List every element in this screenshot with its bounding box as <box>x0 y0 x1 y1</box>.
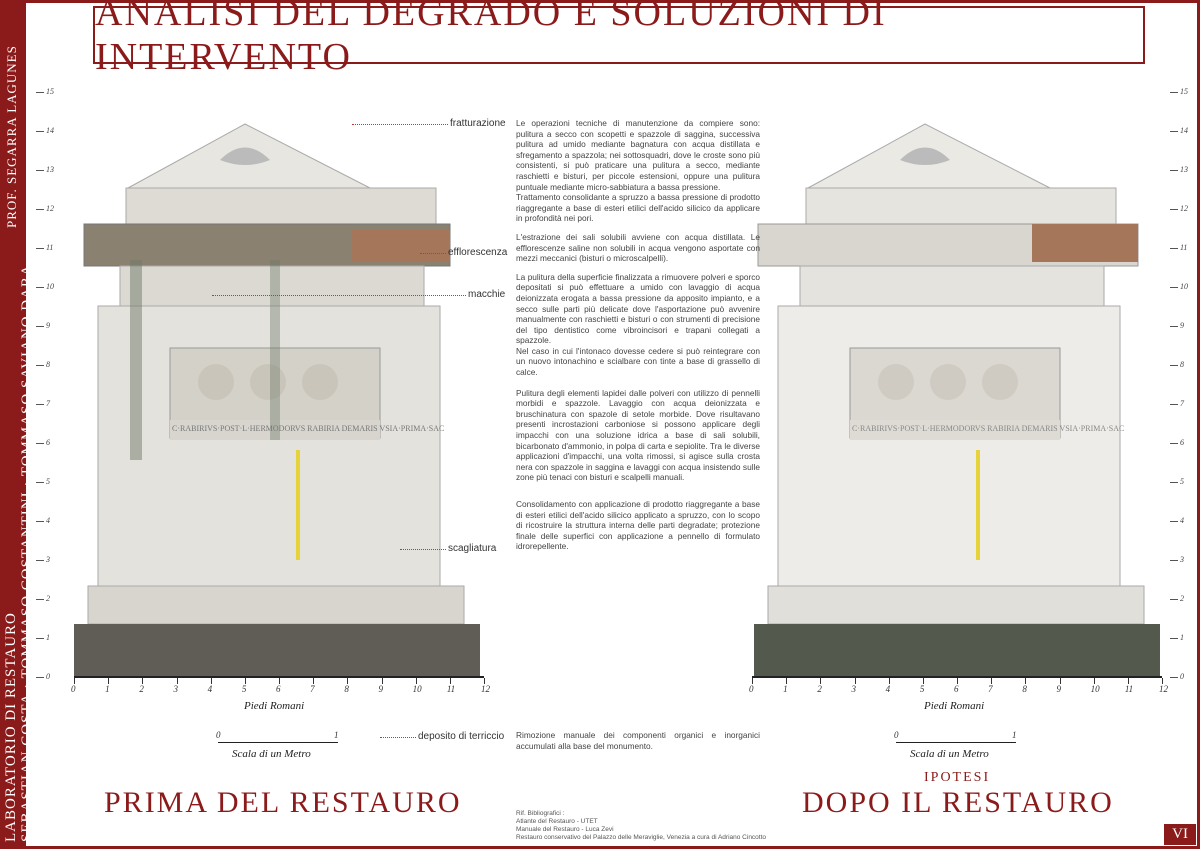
hscale-label: 4 <box>207 684 213 694</box>
hscale-label: 11 <box>446 684 456 694</box>
piedi-label-right: Piedi Romani <box>924 700 985 712</box>
paragraph-lapidei: Pulitura degli elementi lapidei dalle polveri con utilizzo di pennelli morbidi e spazzole. Lavaggio con acqua deionizzata e bruschinatura con spazole di setole morbide. Dove risultavano presenti incrostazioni carboniose si possono applicare degli impacchi con una soluzione idrica a base di sali solubili, bicarbonato d'ammonio, in polpa di carta e sepiolite. Tra le diverse applicazioni d'impacchi, una volta rimossi, si agisce sulla crosta nera con spazzole in saggina e lavaggi con acqua insistendo sulle zone più tenaci con bisturi e scalpelli manuali. <box>516 387 760 483</box>
annotation-scagliatura: scagliatura <box>448 543 497 554</box>
vscale-label: 14 <box>1180 126 1188 135</box>
vscale-label: 8 <box>46 360 50 369</box>
hscale-label: 4 <box>885 684 891 694</box>
vscale-label: 7 <box>46 399 50 408</box>
vscale-tick <box>36 287 44 288</box>
hscale-label: 2 <box>139 684 144 694</box>
bibliography-item: Atlante del Restauro - UTET <box>516 818 598 825</box>
vscale-tick <box>1170 638 1178 639</box>
leader-efflorescenza <box>420 253 446 254</box>
metro-label-left: Scala di un Metro <box>232 748 311 760</box>
text-column-bottom <box>516 730 760 751</box>
hscale-label: 0 <box>749 684 754 694</box>
ipotesi-label: IPOTESI <box>924 770 991 785</box>
metro-bar-left <box>218 742 338 743</box>
vscale-tick <box>36 365 44 366</box>
leader-fratturazione <box>352 124 448 125</box>
left-sidebar <box>0 0 35 849</box>
vscale-tick <box>36 131 44 132</box>
hscale-label: 2 <box>817 684 822 694</box>
hscale-label: 3 <box>851 684 856 694</box>
vscale-label: 3 <box>1180 555 1184 564</box>
vscale-label: 13 <box>46 165 54 174</box>
vscale-tick <box>36 482 44 483</box>
vscale-tick <box>36 521 44 522</box>
vscale-tick <box>1170 404 1178 405</box>
hscale-label: 1 <box>105 684 110 694</box>
paragraph-consolidante: Trattamento consolidante a spruzzo a bassa pressione di prodotto riaggregante a base di esteri etilici dell'acido silicico da applicare in profondità nei pori. <box>516 192 760 224</box>
paragraph-pulitura-intro: Le operazioni tecniche di manutenzione da compiere sono: pulitura a secco con scopetti e spazzole di saggina, successiva pulitura ad umido mediante bagnatura con acqua distillata e sfregamento a spazzola; nei sottosquadri, dove le croste sono più consistenti, si può praticare una pulitura a secco, mediante raschietti e bisturi, per piccole estensioni, oppure una pulitura puntuale mediante micro-sabbiatura a bassa pressione. <box>516 118 760 192</box>
vscale-tick <box>1170 677 1178 678</box>
annotation-macchie: macchie <box>468 289 506 300</box>
vscale-label: 8 <box>1180 360 1184 369</box>
stain-streak <box>130 260 142 460</box>
paragraph-intonaco: Nel caso in cui l'intonaco dovesse cedere si può reintegrare con un nuovo intonachino e scialbare con tinte a base di grassello di calce. <box>516 345 760 378</box>
vscale-label: 5 <box>1180 477 1184 486</box>
hscale-label: 8 <box>1022 684 1027 694</box>
vscale-tick <box>36 209 44 210</box>
vscale-tick <box>1170 443 1178 444</box>
hscale-label: 5 <box>241 684 247 694</box>
lab-line-2: SEBASTIAN COSTA · TOMMASO COSTANTINI · TOMMASO SAVIANO DARA <box>19 264 35 842</box>
lab-credits <box>3 264 35 842</box>
vscale-tick <box>36 404 44 405</box>
heading-before: PRIMA DEL RESTAURO <box>104 786 462 819</box>
hscale-label: 0 <box>71 684 76 694</box>
vscale-tick <box>1170 599 1178 600</box>
cornice-patch <box>352 230 450 262</box>
professor-label: PROF. SEGARRA LAGUNES <box>4 45 19 228</box>
vscale-label: 6 <box>46 438 50 447</box>
paragraph-pulitura-superficie: La pulitura della superficie finalizzata a rimuovere polveri e sporco depositati si può effettuare a umido con lavaggio di acqua deionizzata erogata a bassa pressione da apposito impianto, e a secco sulle parti più delicate dove l'asportazione può avvenire manualmente con raschietti e bisturi o con strumenti di precisione del tipo dentistico come vibroincisori e trapani collegati a spazzole. <box>516 271 760 346</box>
hscale-label: 7 <box>988 684 993 694</box>
vscale-label: 3 <box>46 555 50 564</box>
metro-tick-right-0: 0 <box>894 730 899 740</box>
vscale-label: 12 <box>1180 204 1188 213</box>
vscale-tick <box>1170 560 1178 561</box>
vscale-label: 15 <box>1180 87 1188 96</box>
hscale-label: 3 <box>173 684 178 694</box>
vscale-label: 6 <box>1180 438 1184 447</box>
metro-label-right: Scala di un Metro <box>910 748 989 760</box>
piedi-label-left: Piedi Romani <box>244 700 305 712</box>
vscale-label: 7 <box>1180 399 1184 408</box>
vscale-label: 2 <box>1180 594 1184 603</box>
vscale-tick <box>1170 482 1178 483</box>
vscale-label: 10 <box>46 282 54 291</box>
leader-macchie <box>212 295 466 296</box>
annotation-deposito: deposito di terriccio <box>418 731 505 742</box>
vscale-label: 15 <box>46 87 54 96</box>
vscale-label: 2 <box>46 594 50 603</box>
leader-deposito <box>380 737 416 738</box>
vscale-tick <box>36 326 44 327</box>
vscale-tick <box>1170 287 1178 288</box>
vscale-tick <box>36 560 44 561</box>
monument-after <box>750 120 1162 676</box>
hscale-label: 12 <box>1159 684 1168 694</box>
hscale-label: 8 <box>344 684 349 694</box>
bibliography-item: Restauro conservativo del Palazzo delle Meraviglie, Venezia a cura di Adriano Cincotto <box>516 834 767 841</box>
vscale-tick <box>1170 131 1178 132</box>
metro-tick-left-0: 0 <box>216 730 221 740</box>
vscale-tick <box>36 677 44 678</box>
hscale-label: 10 <box>1090 684 1100 694</box>
measuring-tape <box>296 450 300 560</box>
vscale-label: 0 <box>46 672 50 681</box>
heading-after: DOPO IL RESTAURO <box>802 786 1114 819</box>
vscale-tick <box>1170 521 1178 522</box>
hscale-label: 10 <box>412 684 422 694</box>
vscale-label: 4 <box>46 516 50 525</box>
vscale-label: 11 <box>1180 243 1188 252</box>
metro-tick-left-1: 1 <box>334 730 339 740</box>
vscale-label: 14 <box>46 126 54 135</box>
vscale-tick <box>36 170 44 171</box>
inscription-right: C·RABIRIVS·POST·L·HERMODORVS RABIRIA DEMARIS VSIA·PRIMA·SAC <box>852 424 1125 433</box>
vscale-label: 12 <box>46 204 54 213</box>
metro-bar-right <box>896 742 1016 743</box>
vscale-tick <box>1170 326 1178 327</box>
annotation-efflorescenza: efflorescenza <box>448 247 508 258</box>
vscale-label: 9 <box>46 321 50 330</box>
paragraph-sali: L'estrazione dei sali solubili avviene con acqua distillata. Le efflorescenze saline non solubili in acqua vengono asportate con mezzi meccanici (bisturi o microscalpelli). <box>516 231 760 264</box>
hscale-label: 11 <box>1124 684 1134 694</box>
bibliography-heading: Rif. Bibliografici : <box>516 810 565 817</box>
vscale-label: 13 <box>1180 165 1188 174</box>
base-plinth <box>74 624 480 676</box>
metro-tick-right-1: 1 <box>1012 730 1017 740</box>
vscale-tick <box>36 443 44 444</box>
hscale-label: 7 <box>310 684 315 694</box>
hscale-label: 6 <box>276 684 281 694</box>
vscale-tick <box>36 599 44 600</box>
vscale-tick <box>36 638 44 639</box>
vscale-label: 5 <box>46 477 50 486</box>
vertical-scale-right <box>1170 87 1188 681</box>
inscription-left: C·RABIRIVS·POST·L·HERMODORVS RABIRIA DEMARIS VSIA·PRIMA·SAC <box>172 424 445 433</box>
paragraph-consolidamento: Consolidamento con applicazione di prodotto riaggregante a base di esteri etilici dell'acido silicico applicato a spruzzo, con lo scopo di ricostruire la struttura interna delle parti degradate; protezione finale delle superfici con applicazione a pennello di formulato idrorepellente. <box>516 499 760 552</box>
bibliography <box>516 810 766 842</box>
lab-line-1: LABORATORIO DI RESTAURO <box>3 612 19 842</box>
vscale-label: 11 <box>46 243 54 252</box>
leader-scagliatura <box>400 549 446 550</box>
vscale-label: 9 <box>1180 321 1184 330</box>
bibliography-item: Manuale del Restauro - Luca Zevi <box>516 826 614 833</box>
page-title: ANALISI DEL DEGRADO E SOLUZIONI DI INTERVENTO <box>95 0 887 78</box>
hscale-label: 6 <box>954 684 959 694</box>
vscale-tick <box>1170 209 1178 210</box>
paragraph-rimozione: Rimozione manuale dei componenti organici e inorganici accumulati alla base del monumento. <box>516 730 760 751</box>
vscale-tick <box>36 248 44 249</box>
vscale-tick <box>1170 365 1178 366</box>
hscale-label: 9 <box>1056 684 1061 694</box>
vscale-label: 4 <box>1180 516 1184 525</box>
vscale-label: 10 <box>1180 282 1188 291</box>
vscale-tick <box>36 92 44 93</box>
hscale-label: 1 <box>783 684 788 694</box>
title-box <box>93 0 1145 78</box>
vscale-label: 1 <box>1180 633 1184 642</box>
text-column <box>516 118 760 552</box>
vertical-scale-left <box>36 87 54 681</box>
monument-before <box>70 120 482 676</box>
hscale-label: 9 <box>378 684 383 694</box>
page-number: VI <box>1164 824 1196 845</box>
annotation-fratturazione: fratturazione <box>450 118 506 129</box>
hscale-label: 5 <box>919 684 925 694</box>
hscale-label: 12 <box>481 684 490 694</box>
vscale-label: 0 <box>1180 672 1184 681</box>
vscale-tick <box>1170 92 1178 93</box>
vscale-tick <box>1170 170 1178 171</box>
vscale-tick <box>1170 248 1178 249</box>
vscale-label: 1 <box>46 633 50 642</box>
